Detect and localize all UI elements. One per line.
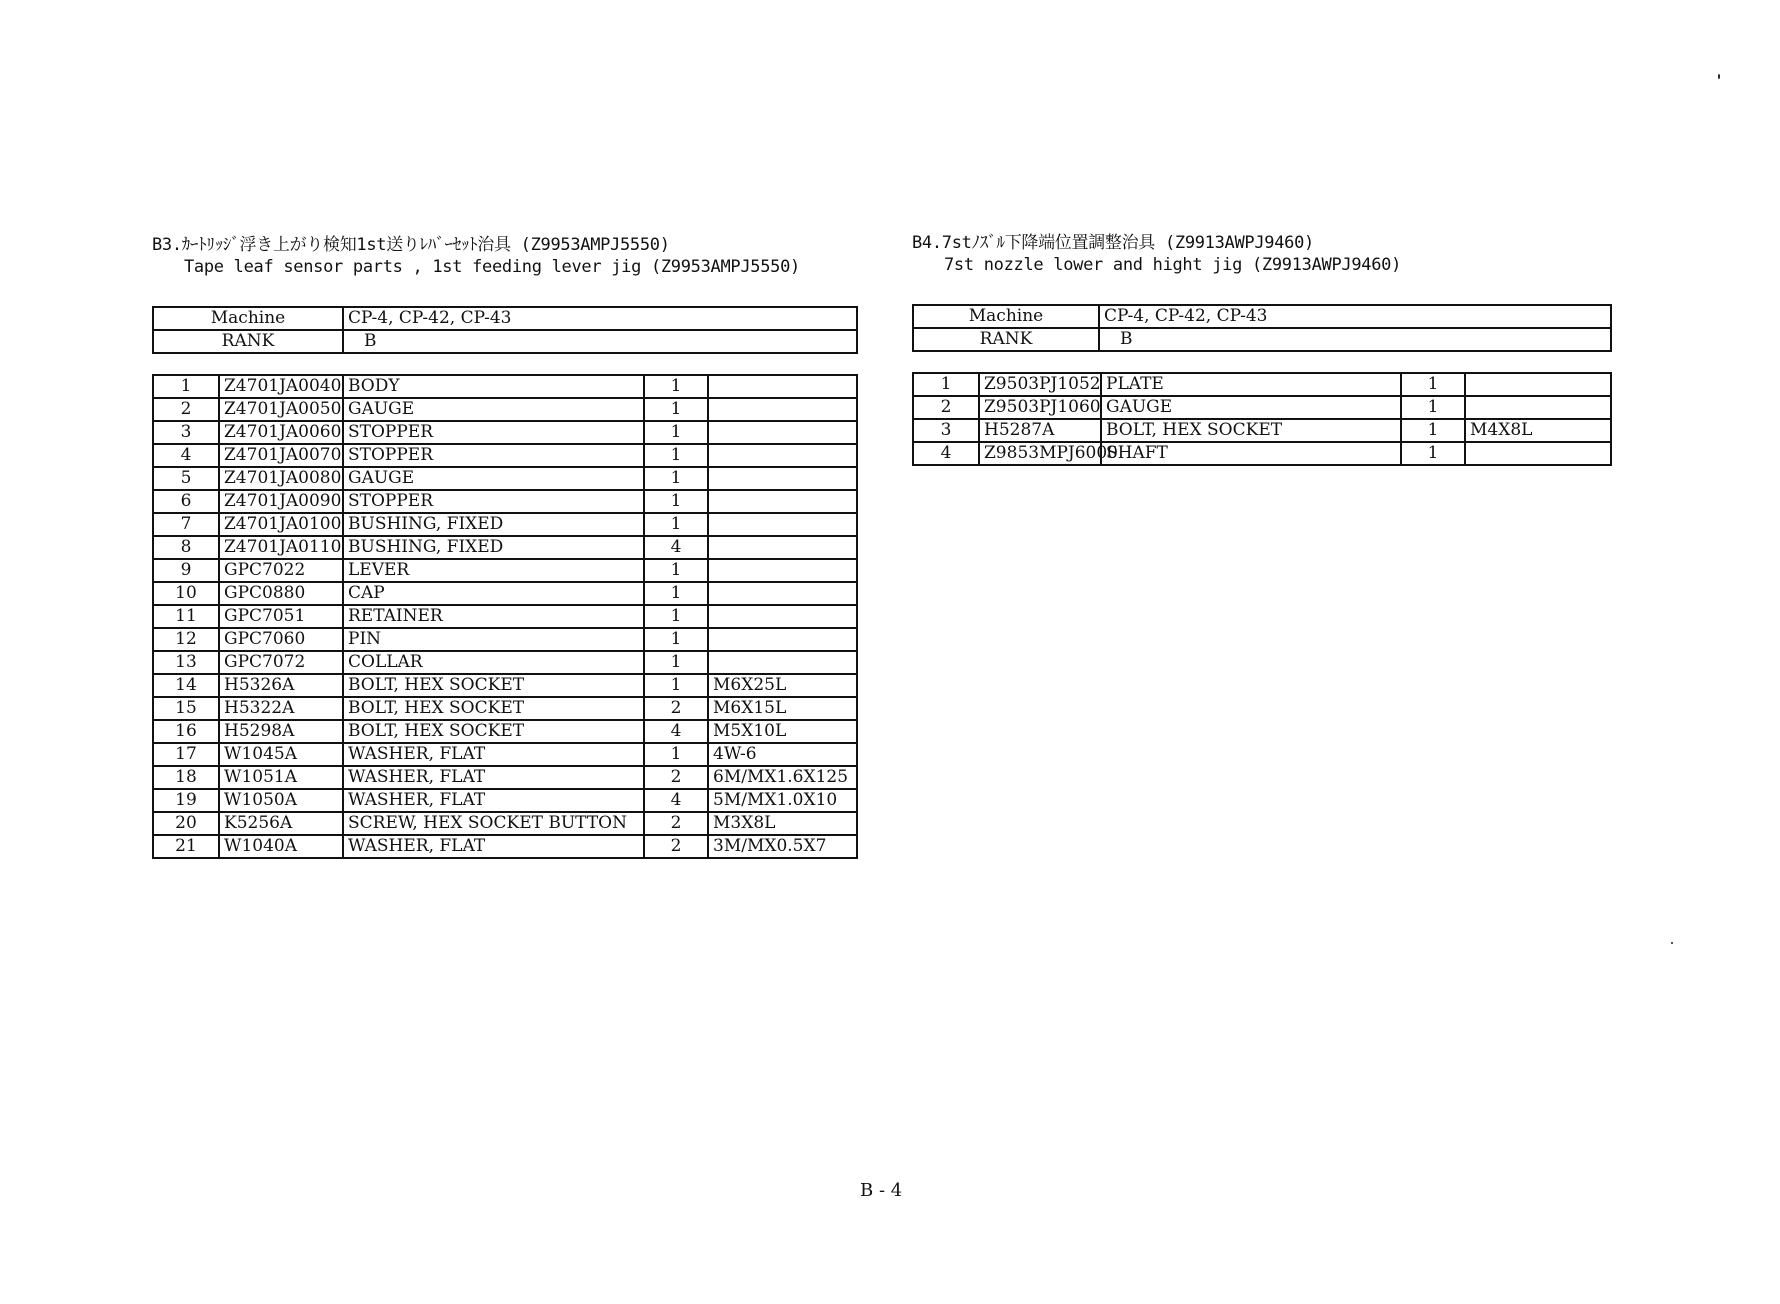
- rank-row: [913, 328, 1611, 351]
- part-number: Z4701JA0040: [219, 375, 343, 398]
- remark: [708, 375, 857, 398]
- item-number: 17: [153, 743, 219, 766]
- scan-speck: [1671, 942, 1673, 944]
- rank-label: RANK: [913, 328, 1099, 351]
- quantity: 1: [1401, 396, 1465, 419]
- machine-value: CP-4, CP-42, CP-43: [1099, 305, 1611, 328]
- section-title-en: 7st nozzle lower and hight jig (Z9913AWPJ9460): [944, 255, 1402, 275]
- remark: [708, 605, 857, 628]
- remark: [1465, 396, 1611, 419]
- part-number: Z9853MPJ6000: [979, 442, 1101, 465]
- table-row: [153, 674, 857, 697]
- rank-value: B: [343, 330, 857, 353]
- remark: 5M/MX1.0X10: [708, 789, 857, 812]
- machine-row: [153, 307, 857, 330]
- part-number: GPC7022: [219, 559, 343, 582]
- quantity: 4: [644, 789, 708, 812]
- part-description: GAUGE: [343, 398, 644, 421]
- remark: [708, 536, 857, 559]
- item-number: 11: [153, 605, 219, 628]
- parts-table: [912, 372, 1612, 466]
- item-number: 19: [153, 789, 219, 812]
- item-number: 1: [153, 375, 219, 398]
- machine-label: Machine: [913, 305, 1099, 328]
- table-row: [913, 373, 1611, 396]
- remark: [708, 398, 857, 421]
- remark: [708, 490, 857, 513]
- part-description: SCREW, HEX SOCKET BUTTON: [343, 812, 644, 835]
- table-row: [153, 743, 857, 766]
- quantity: 1: [644, 398, 708, 421]
- table-row: [913, 419, 1611, 442]
- remark: [708, 628, 857, 651]
- quantity: 1: [644, 605, 708, 628]
- part-description: SHAFT: [1101, 442, 1401, 465]
- quantity: 2: [644, 835, 708, 858]
- quantity: 1: [644, 651, 708, 674]
- part-number: W1045A: [219, 743, 343, 766]
- remark: [708, 651, 857, 674]
- part-description: WASHER, FLAT: [343, 789, 644, 812]
- table-row: [913, 442, 1611, 465]
- table-row: [153, 766, 857, 789]
- item-number: 5: [153, 467, 219, 490]
- item-number: 4: [153, 444, 219, 467]
- table-row: [153, 398, 857, 421]
- part-number: Z4701JA0100: [219, 513, 343, 536]
- quantity: 1: [644, 559, 708, 582]
- part-description: CAP: [343, 582, 644, 605]
- remark: [708, 421, 857, 444]
- section-b4: [912, 232, 1612, 466]
- quantity: 1: [644, 375, 708, 398]
- part-description: STOPPER: [343, 444, 644, 467]
- machine-rank-table: [152, 306, 858, 354]
- item-number: 13: [153, 651, 219, 674]
- machine-label: Machine: [153, 307, 343, 330]
- remark: 4W-6: [708, 743, 857, 766]
- part-number: H5287A: [979, 419, 1101, 442]
- part-description: GAUGE: [1101, 396, 1401, 419]
- remark: M4X8L: [1465, 419, 1611, 442]
- table-row: [153, 582, 857, 605]
- part-description: GAUGE: [343, 467, 644, 490]
- quantity: 2: [644, 766, 708, 789]
- item-number: 21: [153, 835, 219, 858]
- part-number: H5326A: [219, 674, 343, 697]
- quantity: 1: [1401, 373, 1465, 396]
- quantity: 1: [644, 490, 708, 513]
- section-title-en: Tape leaf sensor parts , 1st feeding lever jig (Z9953AMPJ5550): [184, 257, 800, 277]
- remark: [708, 467, 857, 490]
- parts-table: [152, 374, 858, 859]
- remark: [708, 513, 857, 536]
- part-number: W1050A: [219, 789, 343, 812]
- part-description: BUSHING, FIXED: [343, 536, 644, 559]
- table-row: [913, 396, 1611, 419]
- table-row: [153, 628, 857, 651]
- part-number: Z9503PJ1060: [979, 396, 1101, 419]
- remark: 3M/MX0.5X7: [708, 835, 857, 858]
- remark: M5X10L: [708, 720, 857, 743]
- quantity: 1: [644, 444, 708, 467]
- table-row: [153, 789, 857, 812]
- machine-rank-table: [912, 304, 1612, 352]
- part-number: Z4701JA0090: [219, 490, 343, 513]
- item-number: 6: [153, 490, 219, 513]
- table-row: [153, 812, 857, 835]
- remark: [708, 444, 857, 467]
- table-row: [153, 490, 857, 513]
- part-description: STOPPER: [343, 490, 644, 513]
- part-number: GPC7060: [219, 628, 343, 651]
- item-number: 20: [153, 812, 219, 835]
- quantity: 1: [1401, 442, 1465, 465]
- part-number: H5322A: [219, 697, 343, 720]
- part-description: BOLT, HEX SOCKET: [343, 720, 644, 743]
- table-row: [153, 375, 857, 398]
- part-description: BOLT, HEX SOCKET: [343, 674, 644, 697]
- table-row: [153, 421, 857, 444]
- part-number: Z4701JA0080: [219, 467, 343, 490]
- item-number: 2: [153, 398, 219, 421]
- part-number: W1040A: [219, 835, 343, 858]
- table-row: [153, 467, 857, 490]
- item-number: 14: [153, 674, 219, 697]
- quantity: 1: [1401, 419, 1465, 442]
- table-row: [153, 536, 857, 559]
- item-number: 16: [153, 720, 219, 743]
- item-number: 3: [913, 419, 979, 442]
- item-number: 2: [913, 396, 979, 419]
- remark: [1465, 373, 1611, 396]
- scan-speck: [1718, 74, 1720, 79]
- table-row: [153, 513, 857, 536]
- quantity: 4: [644, 536, 708, 559]
- part-number: Z4701JA0060: [219, 421, 343, 444]
- item-number: 10: [153, 582, 219, 605]
- part-number: Z4701JA0110: [219, 536, 343, 559]
- remark: M3X8L: [708, 812, 857, 835]
- item-number: 15: [153, 697, 219, 720]
- part-description: WASHER, FLAT: [343, 766, 644, 789]
- quantity: 1: [644, 513, 708, 536]
- item-number: 9: [153, 559, 219, 582]
- remark: [708, 582, 857, 605]
- rank-label: RANK: [153, 330, 343, 353]
- page-number: B - 4: [860, 1180, 903, 1201]
- part-description: WASHER, FLAT: [343, 743, 644, 766]
- part-description: LEVER: [343, 559, 644, 582]
- table-row: [153, 444, 857, 467]
- part-number: GPC7051: [219, 605, 343, 628]
- item-number: 3: [153, 421, 219, 444]
- remark: 6M/MX1.6X125: [708, 766, 857, 789]
- part-number: Z9503PJ1052: [979, 373, 1101, 396]
- quantity: 1: [644, 628, 708, 651]
- part-description: RETAINER: [343, 605, 644, 628]
- machine-value: CP-4, CP-42, CP-43: [343, 307, 857, 330]
- part-number: GPC7072: [219, 651, 343, 674]
- quantity: 1: [644, 674, 708, 697]
- machine-row: [913, 305, 1611, 328]
- item-number: 7: [153, 513, 219, 536]
- quantity: 1: [644, 743, 708, 766]
- part-number: Z4701JA0050: [219, 398, 343, 421]
- table-row: [153, 835, 857, 858]
- section-title-jp: B4.7stﾉｽﾞﾙ下降端位置調整治具 (Z9913AWPJ9460): [912, 233, 1314, 253]
- part-number: H5298A: [219, 720, 343, 743]
- remark: M6X25L: [708, 674, 857, 697]
- quantity: 4: [644, 720, 708, 743]
- rank-row: [153, 330, 857, 353]
- part-description: BOLT, HEX SOCKET: [343, 697, 644, 720]
- remark: [1465, 442, 1611, 465]
- section-title-jp: B3.ｶｰﾄﾘｯｼﾞ浮き上がり検知1st送りﾚﾊﾞｰｾｯﾄ治具 (Z9953AMPJ5550): [152, 235, 670, 255]
- table-row: [153, 605, 857, 628]
- part-number: Z4701JA0070: [219, 444, 343, 467]
- part-description: PIN: [343, 628, 644, 651]
- remark: M6X15L: [708, 697, 857, 720]
- item-number: 1: [913, 373, 979, 396]
- quantity: 1: [644, 582, 708, 605]
- part-description: BODY: [343, 375, 644, 398]
- part-description: BOLT, HEX SOCKET: [1101, 419, 1401, 442]
- table-row: [153, 651, 857, 674]
- table-row: [153, 697, 857, 720]
- rank-value: B: [1099, 328, 1611, 351]
- item-number: 8: [153, 536, 219, 559]
- part-description: WASHER, FLAT: [343, 835, 644, 858]
- quantity: 1: [644, 467, 708, 490]
- section-b3: [152, 234, 862, 859]
- part-number: GPC0880: [219, 582, 343, 605]
- item-number: 18: [153, 766, 219, 789]
- quantity: 1: [644, 421, 708, 444]
- part-description: BUSHING, FIXED: [343, 513, 644, 536]
- item-number: 12: [153, 628, 219, 651]
- quantity: 2: [644, 697, 708, 720]
- table-row: [153, 559, 857, 582]
- part-description: COLLAR: [343, 651, 644, 674]
- table-row: [153, 720, 857, 743]
- part-number: W1051A: [219, 766, 343, 789]
- part-description: PLATE: [1101, 373, 1401, 396]
- part-number: K5256A: [219, 812, 343, 835]
- remark: [708, 559, 857, 582]
- part-description: STOPPER: [343, 421, 644, 444]
- item-number: 4: [913, 442, 979, 465]
- quantity: 2: [644, 812, 708, 835]
